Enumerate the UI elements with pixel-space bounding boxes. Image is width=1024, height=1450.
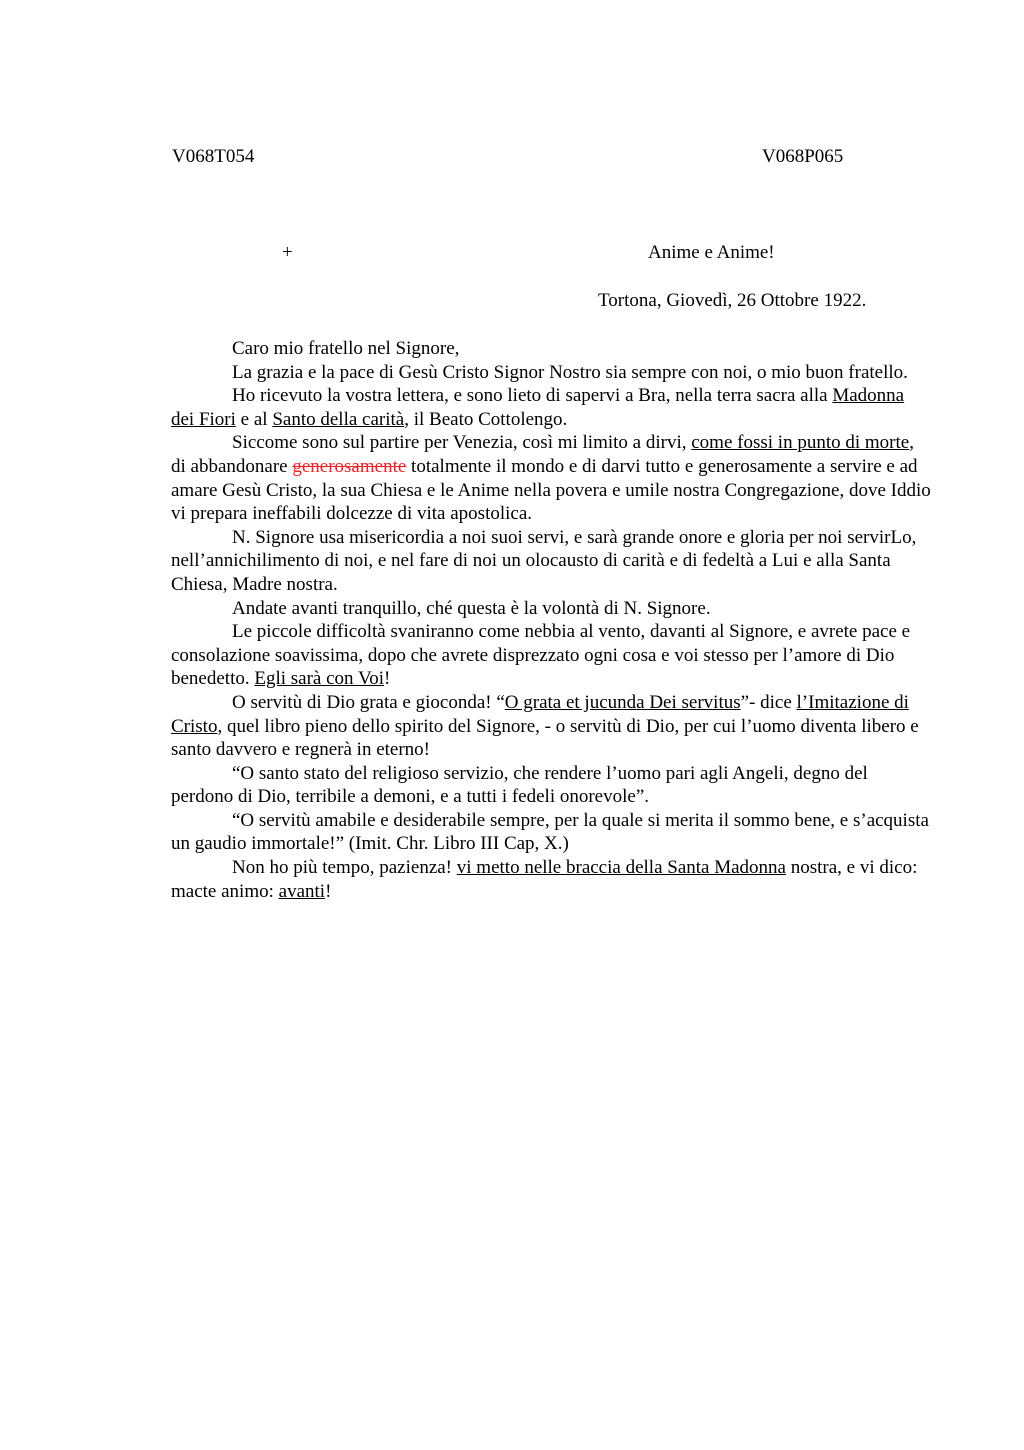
paragraph-4: N. Signore usa misericordia a noi suoi servi, e sarà grande onore e gloria per noi servirLo, nell’annichilimento di noi, e nel fare di noi un olocausto di carità e di fedeltà a Lui e alla Santa Chiesa, Madre nostra. [171,526,917,595]
underlined-text: Madonna dei Fiori [171,385,905,430]
underlined-text: avanti [278,880,326,902]
paragraph-1: La grazia e la pace di Gesù Cristo Signor Nostro sia sempre con noi, o mio buon fratello. [232,361,908,383]
underlined-text: l’Imitazione di Cristo [171,691,909,737]
underlined-text: come fossi in punto di morte [691,432,910,454]
struck-out-text: generosamente [292,455,407,477]
paragraph-5: Andate avanti tranquillo, ché questa è la volontà di N. Signore. [232,597,711,619]
text-span: , quel libro pieno dello spirito del Signore, - o servitù di Dio, per cui l’uomo diventa libero e santo davvero e regnerà in eterno! [171,715,919,761]
text-span: ! [384,668,391,690]
dateline: Tortona, Giovedì, 26 Ottobre 1922. [598,290,867,311]
cross-symbol: + [282,242,293,263]
document-code-left: V068T054 [172,146,255,167]
underlined-text: O grata et jucunda Dei servitus [504,691,741,713]
text-span: Le piccole difficoltà svaniranno come nebbia al vento, davanti al Signore, e avrete pace e consolazione soavissima, dopo che avrete disprezzato ogni cosa e voi stesso per l’amore di Dio benedetto. [171,621,911,690]
text-span: ! [325,880,332,902]
text-span: Non ho più tempo, pazienza! [232,857,457,879]
text-span: O servitù di Dio grata e gioconda! “ [232,691,505,713]
paragraph-8: “O santo stato del religioso servizio, che rendere l’uomo pari agli Angeli, degno del perdono di Dio, terribile a demoni, e a tutti i fedeli onorevole”. [171,762,868,808]
letter-title: Anime e Anime! [648,242,775,263]
text-span: , di abbandonare [171,432,914,477]
document-code-right: V068P065 [762,146,844,167]
paragraph-9: “O servitù amabile e desiderabile sempre, per la quale si merita il sommo bene, e s’acquista un gaudio immortale!” (Imit. Chr. Libro III Cap, X.) [171,809,929,855]
underlined-text: Egli sarà con Voi [254,668,385,690]
text-span: Ho ricevuto la vostra lettera, e sono lieto di sapervi a Bra, nella terra sacra alla [232,385,833,407]
salutation: Caro mio fratello nel Signore, [232,338,460,359]
paragraph-7 [171,691,931,762]
paragraph-3 [171,431,931,525]
text-span: nostra, e vi dico: macte animo: [171,857,918,902]
letter-body [171,337,931,903]
underlined-text: vi metto nelle braccia della Santa Madonna [456,857,786,879]
paragraph-10 [171,856,931,903]
paragraph-6 [171,620,931,691]
text-span: ”- dice [740,691,797,713]
text-span: Siccome sono sul partire per Venezia, così mi limito a dirvi, [232,432,692,454]
underlined-text: Santo della carità [272,408,405,430]
text-span: totalmente il mondo e di darvi tutto e generosamente a servire e ad amare Gesù Cristo, la sua Chiesa e le Anime nella povera e umile nostra Congregazione, dove Iddio vi prepara ineffabili dolcezze di vita apostolica. [171,455,931,525]
text-span: , il Beato Cottolengo. [404,408,568,430]
text-span: e al [235,408,273,430]
paragraph-2 [171,384,931,431]
